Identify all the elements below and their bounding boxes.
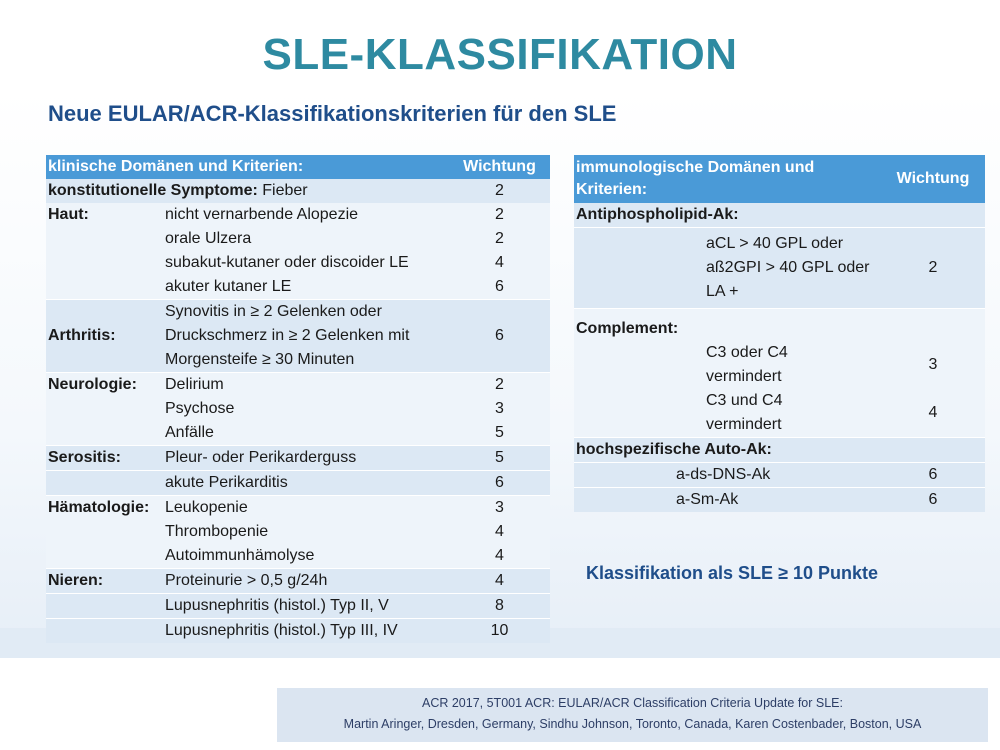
table-row	[46, 471, 550, 496]
weight-value: 6	[447, 471, 550, 496]
criterion-label: Psychose	[163, 397, 447, 421]
page-title: SLE-KLASSIFIKATION	[262, 30, 738, 79]
weight-value: 2	[447, 227, 550, 251]
table-row	[46, 496, 550, 521]
criterion-line: vermindert	[706, 368, 782, 385]
table-row	[574, 438, 985, 463]
weight-value: 5	[447, 421, 550, 446]
table-row	[574, 389, 985, 438]
weight-value: 4	[447, 251, 550, 275]
criterion-label: Leukopenie	[163, 496, 447, 521]
table-row	[46, 275, 550, 300]
criterion-label	[704, 389, 879, 438]
weight-value: 6	[447, 300, 550, 373]
criterion-label: Autoimmunhämolyse	[163, 544, 447, 569]
criterion-line: C3 und C4	[706, 392, 783, 409]
domain-label: Complement:	[574, 309, 879, 342]
domain-label: Nieren:	[46, 569, 163, 594]
criterion-line: Druckschmerz in ≥ 2 Gelenken mit	[165, 327, 410, 344]
table-row	[46, 179, 550, 203]
domain-label: Arthritis:	[46, 300, 163, 373]
criterion-line: aCL > 40 GPL oder	[706, 235, 844, 252]
criterion-label: akute Perikarditis	[163, 471, 447, 496]
table-row	[46, 569, 550, 594]
table-row	[46, 619, 550, 644]
weight-value: 3	[879, 341, 985, 389]
weight-value: 10	[447, 619, 550, 644]
criterion-label: subakut-kutaner oder discoider LE	[163, 251, 447, 275]
criterion-label: a-Sm-Ak	[574, 488, 879, 513]
criterion-label: Proteinurie > 0,5 g/24h	[163, 569, 447, 594]
weight-value: 6	[879, 488, 985, 513]
table-row	[574, 228, 985, 309]
domain-label: Hämatologie:	[46, 496, 163, 521]
weight-value: 4	[447, 544, 550, 569]
criterion-label: orale Ulzera	[163, 227, 447, 251]
header-weight: Wichtung	[447, 155, 550, 179]
domain-label: Haut:	[46, 203, 163, 227]
weight-value: 2	[447, 373, 550, 398]
domain-label: hochspezifische Auto-Ak:	[574, 438, 879, 463]
criterion-line: LA +	[706, 283, 739, 300]
criterion-line: Morgensteife ≥ 30 Minuten	[165, 351, 355, 368]
criterion-line: C3 oder C4	[706, 344, 788, 361]
table-row	[46, 251, 550, 275]
domain-label: Serositis:	[46, 446, 163, 471]
table-row	[46, 203, 550, 227]
weight-value: 4	[447, 520, 550, 544]
criterion-label: Lupusnephritis (histol.) Typ II, V	[163, 594, 447, 619]
weight-value: 6	[879, 463, 985, 488]
table-header-row	[574, 155, 985, 203]
header-criteria: klinische Domänen und Kriterien:	[46, 155, 447, 179]
constitutional-cell	[46, 179, 447, 203]
table-row	[46, 594, 550, 619]
criterion-label: Anfälle	[163, 421, 447, 446]
weight-value: 3	[447, 397, 550, 421]
subtitle: Neue EULAR/ACR-Klassifikationskriterien für den SLE	[48, 101, 617, 126]
table-row	[46, 520, 550, 544]
immunological-criteria-table	[574, 155, 985, 512]
criterion-label: nicht vernarbende Alopezie	[163, 203, 447, 227]
table-row	[46, 544, 550, 569]
criterion-label: Pleur- oder Perikarderguss	[163, 446, 447, 471]
table-row	[46, 373, 550, 398]
weight-value: 2	[447, 203, 550, 227]
table-row	[574, 203, 985, 228]
header-criteria	[574, 155, 879, 203]
weight-value: 6	[447, 275, 550, 300]
header-weight: Wichtung	[879, 155, 985, 203]
header-line: immunologische Domänen und	[576, 159, 815, 176]
table-row	[46, 397, 550, 421]
table-row	[46, 421, 550, 446]
criterion-label: Thrombopenie	[163, 520, 447, 544]
citation-line-1: ACR 2017, 5T001 ACR: EULAR/ACR Classification Criteria Update for SLE:	[421, 696, 843, 710]
weight-value: 4	[447, 569, 550, 594]
weight-value: 2	[879, 228, 985, 309]
weight-value: 4	[879, 389, 985, 438]
table-row	[46, 227, 550, 251]
criterion-label	[704, 228, 879, 309]
weight-value: 3	[447, 496, 550, 521]
classification-result: Klassifikation als SLE ≥ 10 Punkte	[586, 563, 878, 583]
criterion-label: Fieber	[262, 182, 308, 199]
weight-value: 2	[447, 179, 550, 203]
criterion-label	[163, 300, 447, 373]
weight-value: 8	[447, 594, 550, 619]
table-row	[574, 488, 985, 513]
criterion-label: a-ds-DNS-Ak	[574, 463, 879, 488]
domain-label: Neurologie:	[46, 373, 163, 398]
domain-label: konstitutionelle Symptome:	[48, 182, 258, 199]
weight-value: 5	[447, 446, 550, 471]
criterion-line: vermindert	[706, 416, 782, 433]
table-row	[46, 446, 550, 471]
table-row	[574, 309, 985, 342]
clinical-criteria-table	[46, 155, 550, 643]
table-row	[574, 463, 985, 488]
criterion-label: akuter kutaner LE	[163, 275, 447, 300]
criterion-label	[704, 341, 879, 389]
citation-footer	[277, 688, 988, 742]
domain-label: Antiphospholipid-Ak:	[574, 203, 879, 228]
table-row	[46, 300, 550, 373]
criterion-label: Lupusnephritis (histol.) Typ III, IV	[163, 619, 447, 644]
criterion-label: Delirium	[163, 373, 447, 398]
table-row	[574, 341, 985, 389]
citation-line-2: Martin Aringer, Dresden, Germany, Sindhu Johnson, Toronto, Canada, Karen Costenbader, Boston, USA	[343, 717, 922, 731]
criterion-line: aß2GPI > 40 GPL oder	[706, 259, 870, 276]
header-line: Kriterien:	[576, 181, 648, 198]
criterion-line: Synovitis in ≥ 2 Gelenken oder	[165, 303, 382, 320]
table-header-row	[46, 155, 550, 179]
